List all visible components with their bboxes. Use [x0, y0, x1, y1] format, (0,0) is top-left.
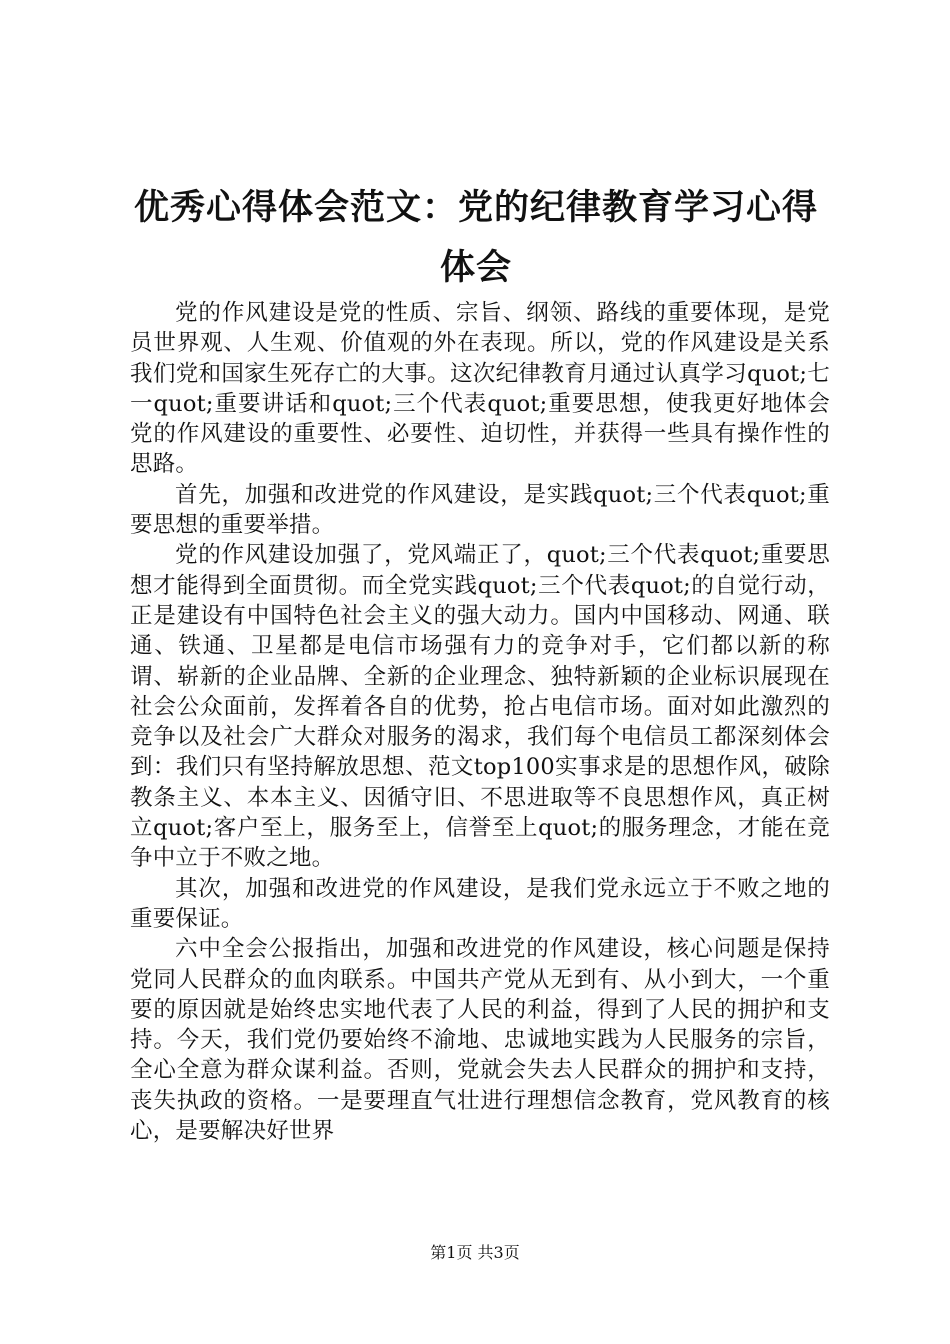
paragraph: 党的作风建设是党的性质、宗旨、纲领、路线的重要体现，是党员世界观、人生观、价值观的外在表现。所以，党的作风建设是关系我们党和国家生死存亡的大事。这次纪律教育月通过认真学习quot;七一quot;重要讲话和quot;三个代表quot;重要思想，使我更好地体会党的作风建设的重要性、必要性、迫切性，并获得一些具有操作性的思路。 [130, 300, 830, 478]
document-body [130, 298, 830, 1146]
paragraph: 首先，加强和改进党的作风建设，是实践quot;三个代表quot;重要思想的重要举措。 [130, 481, 830, 539]
paragraph: 其次，加强和改进党的作风建设，是我们党永远立于不败之地的重要保证。 [130, 875, 830, 932]
paragraph: 六中全会公报指出，加强和改进党的作风建设，核心问题是保持党同人民群众的血肉联系。中国共产党从无到有、从小到大，一个重要的原因就是始终忠实地代表了人民的利益，得到了人民的拥护和支持。今天，我们党仍要始终不渝地、忠诚地实践为人民服务的宗旨，全心全意为群众谋利益。否则，党就会失去人民群众的拥护和支持，丧失执政的资格。一是要理直气壮进行理想信念教育，党风教育的核心，是要解决好世界 [130, 936, 830, 1145]
paragraph: 党的作风建设加强了，党风端正了，quot;三个代表quot;重要思想才能得到全面贯彻。而全党实践quot;三个代表quot;的自觉行动，正是建设有中国特色社会主义的强大动力。国内中国移动、网通、联通、铁通、卫星都是电信市场强有力的竞争对手，它们都以新的称谓、崭新的企业品牌、全新的企业理念、独特新颖的企业标识展现在社会公众面前，发挥着各自的优势，抢占电信市场。面对如此激烈的竞争以及社会广大群众对服务的渴求，我们每个电信员工都深刻体会到：我们只有坚持解放思想、范文top100实事求是的思想作风，破除教条主义、本本主义、因循守旧、不思进取等不良思想作风，真正树立quot;客户至上，服务至上，信誉至上quot;的服务理念，才能在竞争中立于不败之地。 [130, 542, 830, 872]
document-title: 优秀心得体会范文：党的纪律教育学习心得体会 [133, 187, 818, 288]
page-footer: 第1页 共3页 [430, 1243, 520, 1262]
